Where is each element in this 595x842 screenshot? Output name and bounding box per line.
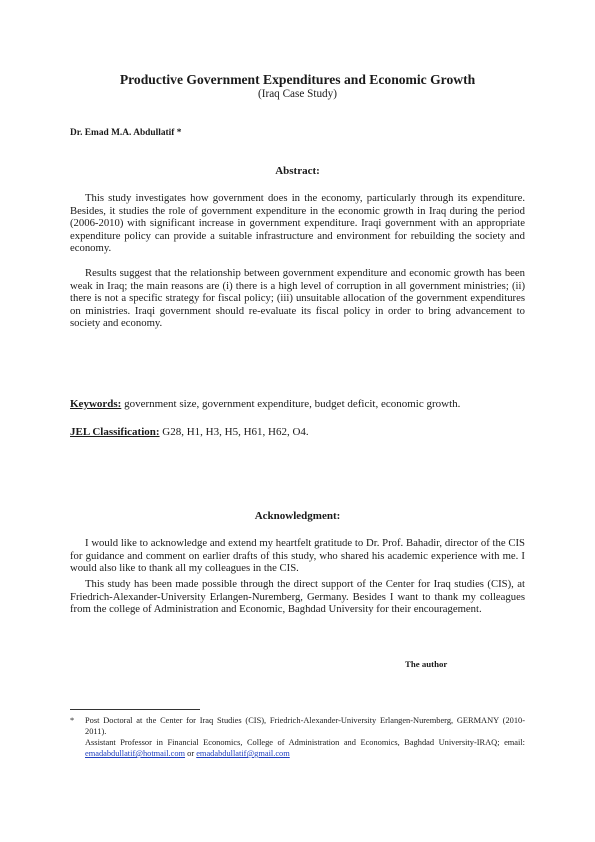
footnote-affiliation-2-text: Assistant Professor in Financial Economics, College of Administration and Economics, Baghdad University-IRAQ; email: — [85, 738, 525, 747]
jel-line — [70, 426, 540, 438]
footnote-body — [85, 715, 525, 759]
jel-text: G28, H1, H3, H5, H61, H62, O4. — [159, 426, 309, 438]
footnote — [70, 715, 525, 759]
footnote-or: or — [185, 749, 197, 758]
abstract-heading: Abstract: — [275, 165, 320, 177]
acknowledgment-paragraph-1: I would like to acknowledge and extend my heartfelt gratitude to Dr. Prof. Bahadir, director of the CIS for guidance and comment on earlier drafts of this study, who shared his academic experience with me. I would also like to thank all my colleagues in the CIS. — [70, 537, 525, 574]
footnote-affiliation-1: Post Doctoral at the Center for Iraq Studies (CIS), Friedrich-Alexander-University Erlangen-Nuremberg, GERMANY (2010-2011). — [85, 716, 525, 736]
footnote-rule — [70, 709, 200, 710]
keywords-label: Keywords: — [70, 398, 122, 410]
paper-subtitle: (Iraq Case Study) — [258, 88, 337, 100]
email-link-hotmail[interactable]: emadabdullatif@hotmail.com — [85, 749, 186, 758]
acknowledgment-heading: Acknowledgment: — [254, 510, 341, 522]
acknowledgment-paragraph-2: This study has been made possible through the direct support of the Center for Iraq studies (CIS), at Friedrich-Alexander-University Erlangen-Nuremberg, Germany. Besides I want to thank my colleagues from the college of Administration and Economic, Baghdad University for their encouragement. — [70, 578, 525, 615]
author-signoff: The author — [405, 659, 448, 669]
email-link-gmail[interactable]: emadabdullatif@gmail.com — [196, 749, 290, 758]
abstract-paragraph-2: Results suggest that the relationship between government expenditure and economic growth has been weak in Iraq; the main reasons are (i) there is a high level of corruption in all government ministries; (ii) there is not a specific strategy for fiscal policy; (iii) unsuitable allocation of the government expenditures on ministries. Iraqi government should re-evaluate its fiscal policy in order to bring advancement to society and economy. — [70, 267, 525, 329]
jel-label: JEL Classification: — [70, 426, 160, 438]
paper-title: Productive Government Expenditures and Economic Growth — [119, 72, 476, 87]
footnote-marker: * — [70, 716, 75, 725]
author-name: Dr. Emad M.A. Abdullatif * — [70, 128, 182, 138]
keywords-line — [70, 398, 540, 410]
abstract-paragraph-1: This study investigates how government does in the economy, particularly through its expenditure. Besides, it studies the role of government expenditure in the economic growth in Iraq during the period (2006-2010) with significant increase in government expenditure. Iraqi government with an appropriate expenditure policy can provide a suitable infrastructure and environment for rebuilding the society and economy. — [70, 192, 525, 254]
keywords-text: government size, government expenditure, budget deficit, economic growth. — [121, 398, 461, 410]
footnote-affiliation-2 — [85, 737, 525, 759]
